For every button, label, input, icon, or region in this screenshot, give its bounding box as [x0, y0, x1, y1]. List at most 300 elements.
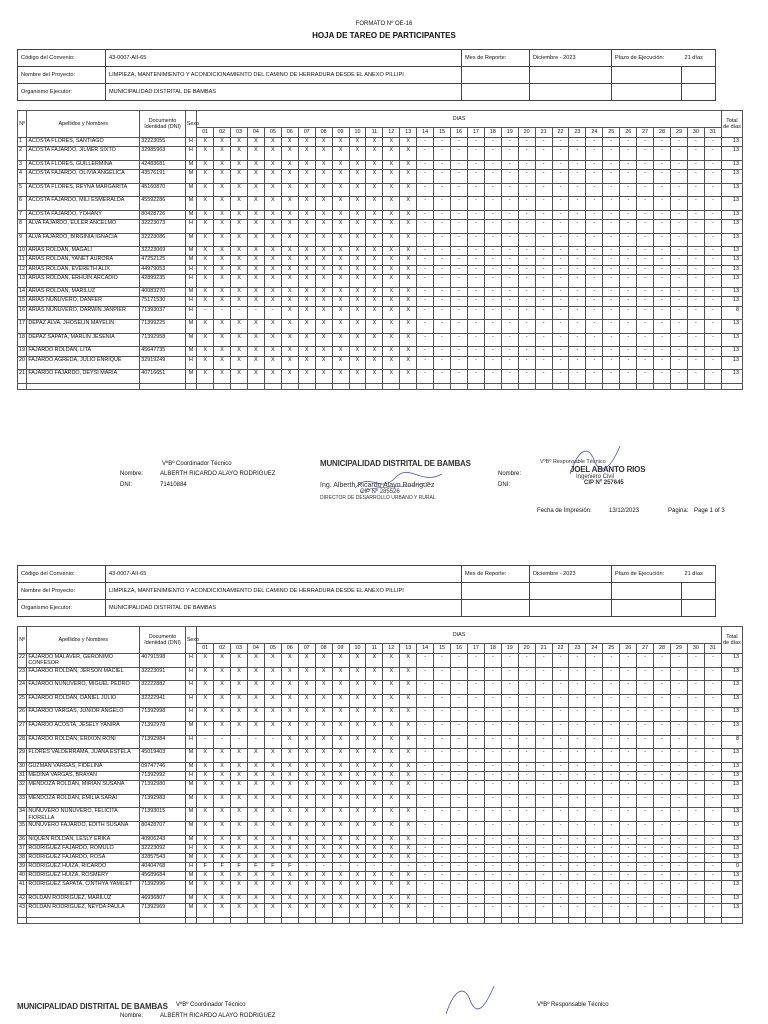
participant-name: ARIAS ROLDAN, MARILUZ: [27, 288, 140, 297]
attendance-mark: -: [552, 844, 569, 853]
attendance-mark: -: [417, 895, 434, 904]
attendance-mark: -: [637, 347, 654, 356]
table-row: [18, 735, 743, 749]
day-header: 04: [247, 128, 264, 138]
total-days: 13: [721, 853, 742, 862]
participant-sex: H: [185, 863, 196, 872]
participant-name: ARIAS ROLDAN, ERHUIN ARCADIO: [27, 274, 140, 288]
name-value-2: ALBERTH RICARDO ALAYO RODRIGUEZ: [160, 1013, 276, 1019]
attendance-mark: -: [671, 197, 688, 211]
project-header-2: [17, 565, 716, 617]
attendance-mark: -: [637, 844, 654, 853]
attendance-mark: -: [417, 654, 434, 668]
attendance-mark: -: [501, 781, 518, 795]
attendance-mark: -: [704, 247, 721, 256]
attendance-mark: -: [687, 265, 704, 274]
attendance-mark: -: [603, 904, 620, 918]
attendance-mark: X: [383, 370, 400, 384]
attendance-mark: -: [687, 370, 704, 384]
attendance-mark: -: [501, 794, 518, 808]
attendance-mark: X: [366, 708, 383, 722]
attendance-mark: -: [501, 863, 518, 872]
attendance-mark: F: [247, 863, 264, 872]
attendance-mark: X: [400, 749, 417, 763]
attendance-mark: -: [603, 265, 620, 274]
attendance-mark: -: [654, 356, 671, 370]
participant-dni: 42483681: [140, 160, 186, 169]
attendance-mark: -: [434, 306, 451, 320]
attendance-mark: -: [518, 853, 535, 862]
attendance-mark: X: [366, 356, 383, 370]
attendance-mark: X: [214, 333, 231, 347]
day-header: 25: [603, 644, 620, 654]
attendance-mark: -: [569, 183, 586, 197]
attendance-mark: -: [518, 654, 535, 668]
day-header: 29: [671, 128, 688, 138]
attendance-mark: X: [281, 835, 298, 844]
attendance-mark: X: [366, 274, 383, 288]
attendance-mark: -: [569, 794, 586, 808]
participant-sex: H: [185, 147, 196, 161]
attendance-mark: X: [264, 708, 281, 722]
proyecto-value: LIMPIEZA, MANTENIMIENTO Y ACONDICIONAMIENTO DEL CAMINO DE HERRADURA DESDE EL ANEXO PILLIPI: [106, 67, 462, 84]
attendance-mark: -: [603, 210, 620, 219]
attendance-mark: -: [518, 274, 535, 288]
attendance-mark: X: [298, 210, 315, 219]
total-days: 13: [721, 247, 742, 256]
participant-sex: M: [185, 197, 196, 211]
attendance-mark: -: [654, 265, 671, 274]
attendance-mark: X: [366, 183, 383, 197]
attendance-mark: X: [231, 694, 248, 708]
attendance-mark: -: [518, 333, 535, 347]
attendance-mark: X: [264, 183, 281, 197]
attendance-mark: X: [400, 356, 417, 370]
attendance-mark: X: [366, 256, 383, 265]
attendance-mark: X: [298, 821, 315, 835]
participant-name: MENDOZA ROLDAN, EMILIA SARAI: [27, 794, 140, 808]
attendance-mark: -: [484, 881, 501, 895]
attendance-mark: -: [654, 210, 671, 219]
attendance-mark: -: [501, 219, 518, 233]
attendance-mark: -: [535, 320, 552, 334]
attendance-mark: -: [434, 356, 451, 370]
attendance-mark: X: [332, 771, 349, 780]
empty-cell: [185, 917, 196, 923]
attendance-mark: -: [637, 863, 654, 872]
attendance-mark: -: [654, 297, 671, 306]
attendance-mark: -: [620, 138, 637, 147]
attendance-mark: X: [231, 708, 248, 722]
attendance-mark: -: [704, 721, 721, 735]
page-label: Página:: [668, 508, 689, 514]
attendance-mark: -: [518, 147, 535, 161]
attendance-mark: -: [603, 844, 620, 853]
attendance-mark: X: [214, 138, 231, 147]
attendance-mark: X: [247, 160, 264, 169]
attendance-mark: -: [654, 904, 671, 918]
attendance-mark: X: [349, 265, 366, 274]
attendance-mark: -: [586, 708, 603, 722]
attendance-mark: -: [518, 370, 535, 384]
attendance-mark: -: [417, 169, 434, 183]
attendance-mark: X: [197, 183, 214, 197]
attendance-mark: X: [214, 370, 231, 384]
attendance-mark: X: [247, 667, 264, 681]
attendance-mark: X: [264, 297, 281, 306]
attendance-mark: -: [552, 138, 569, 147]
attendance-mark: X: [383, 654, 400, 668]
attendance-mark: X: [197, 853, 214, 862]
day-header: 02: [214, 644, 231, 654]
attendance-mark: X: [247, 821, 264, 835]
day-header: 08: [315, 644, 332, 654]
plazo-value: 21 días: [682, 50, 716, 67]
attendance-mark: X: [298, 681, 315, 695]
attendance-mark: -: [434, 370, 451, 384]
attendance-mark: -: [451, 138, 468, 147]
attendance-mark: X: [281, 808, 298, 822]
empty-cell: [484, 917, 501, 923]
attendance-mark: X: [383, 667, 400, 681]
attendance-mark: -: [535, 147, 552, 161]
attendance-mark: -: [467, 138, 484, 147]
attendance-mark: X: [383, 844, 400, 853]
attendance-mark: X: [281, 762, 298, 771]
attendance-mark: -: [671, 781, 688, 795]
participant-sex: M: [185, 370, 196, 384]
attendance-mark: -: [603, 681, 620, 695]
attendance-mark: X: [383, 320, 400, 334]
attendance-mark: -: [603, 233, 620, 247]
plazo-value: 21 días: [682, 566, 716, 583]
attendance-mark: -: [467, 169, 484, 183]
attendance-mark: X: [247, 654, 264, 668]
attendance-mark: -: [451, 183, 468, 197]
attendance-mark: -: [704, 147, 721, 161]
attendance-mark: X: [349, 735, 366, 749]
attendance-mark: -: [586, 654, 603, 668]
attendance-mark: X: [383, 210, 400, 219]
attendance-mark: X: [298, 370, 315, 384]
attendance-mark: -: [620, 297, 637, 306]
attendance-mark: -: [467, 256, 484, 265]
attendance-mark: -: [552, 297, 569, 306]
attendance-mark: -: [518, 762, 535, 771]
attendance-mark: X: [383, 297, 400, 306]
attendance-mark: -: [434, 233, 451, 247]
attendance-mark: -: [451, 721, 468, 735]
attendance-mark: -: [671, 256, 688, 265]
attendance-mark: X: [383, 708, 400, 722]
attendance-mark: -: [603, 297, 620, 306]
day-header: 31: [704, 128, 721, 138]
attendance-mark: X: [214, 654, 231, 668]
name-label: Nombre:: [120, 471, 144, 477]
attendance-mark: -: [637, 808, 654, 822]
attendance-mark: X: [366, 169, 383, 183]
attendance-mark: -: [620, 160, 637, 169]
day-header: 02: [214, 128, 231, 138]
attendance-mark: -: [535, 735, 552, 749]
participant-name: ALVA FAJARDO, BIRGINIA IGNACIA: [27, 233, 140, 247]
attendance-mark: X: [349, 895, 366, 904]
day-header: 16: [451, 644, 468, 654]
attendance-mark: -: [552, 721, 569, 735]
attendance-mark: -: [535, 794, 552, 808]
attendance-mark: -: [671, 863, 688, 872]
attendance-mark: X: [349, 762, 366, 771]
attendance-mark: -: [484, 694, 501, 708]
attendance-mark: -: [484, 333, 501, 347]
participant-sex: M: [185, 288, 196, 297]
convenio-value: 43-0007-AII-65: [106, 50, 462, 67]
attendance-mark: -: [671, 147, 688, 161]
attendance-mark: -: [620, 762, 637, 771]
attendance-mark: -: [552, 794, 569, 808]
attendance-mark: -: [569, 863, 586, 872]
attendance-mark: -: [637, 333, 654, 347]
attendance-mark: X: [231, 904, 248, 918]
attendance-mark: -: [467, 872, 484, 881]
participant-dni: 45160870: [140, 183, 186, 197]
attendance-mark: X: [366, 197, 383, 211]
attendance-mark: -: [434, 197, 451, 211]
attendance-mark: -: [501, 210, 518, 219]
attendance-mark: -: [501, 808, 518, 822]
attendance-mark: X: [214, 667, 231, 681]
attendance-mark: X: [197, 904, 214, 918]
attendance-mark: -: [552, 347, 569, 356]
attendance-mark: -: [569, 347, 586, 356]
attendance-mark: -: [484, 749, 501, 763]
row-number: 2: [18, 147, 27, 161]
attendance-mark: X: [315, 749, 332, 763]
attendance-mark: -: [467, 808, 484, 822]
attendance-mark: X: [264, 794, 281, 808]
attendance-mark: -: [603, 219, 620, 233]
attendance-mark: X: [332, 881, 349, 895]
attendance-mark: X: [264, 265, 281, 274]
empty-cell: [586, 917, 603, 923]
attendance-mark: -: [620, 895, 637, 904]
attendance-mark: X: [197, 297, 214, 306]
attendance-mark: -: [586, 183, 603, 197]
total-days: 13: [721, 347, 742, 356]
attendance-mark: -: [671, 233, 688, 247]
day-header: 04: [247, 644, 264, 654]
attendance-mark: X: [247, 210, 264, 219]
empty-cell: [298, 917, 315, 923]
attendance-mark: -: [586, 333, 603, 347]
day-header: 24: [586, 128, 603, 138]
attendance-mark: -: [434, 881, 451, 895]
attendance-mark: -: [704, 762, 721, 771]
attendance-mark: -: [467, 297, 484, 306]
attendance-mark: X: [214, 233, 231, 247]
attendance-mark: -: [637, 881, 654, 895]
participant-dni: 32223073: [140, 219, 186, 233]
row-number: 35: [18, 821, 27, 835]
participant-dni: 71392984: [140, 735, 186, 749]
attendance-mark: -: [501, 835, 518, 844]
attendance-mark: X: [400, 872, 417, 881]
attendance-mark: -: [552, 274, 569, 288]
attendance-mark: -: [451, 735, 468, 749]
attendance-mark: -: [637, 138, 654, 147]
attendance-mark: -: [687, 721, 704, 735]
attendance-mark: -: [434, 210, 451, 219]
attendance-mark: -: [654, 771, 671, 780]
attendance-mark: X: [231, 821, 248, 835]
attendance-mark: -: [620, 288, 637, 297]
total-days: 13: [721, 654, 742, 668]
attendance-mark: -: [501, 233, 518, 247]
attendance-mark: -: [501, 183, 518, 197]
attendance-mark: -: [451, 210, 468, 219]
attendance-mark: X: [315, 681, 332, 695]
attendance-mark: X: [383, 735, 400, 749]
attendance-mark: -: [620, 694, 637, 708]
total-days: 13: [721, 794, 742, 808]
attendance-mark: X: [231, 872, 248, 881]
attendance-mark: -: [654, 681, 671, 695]
attendance-mark: X: [247, 872, 264, 881]
attendance-mark: -: [451, 835, 468, 844]
attendance-mark: -: [687, 160, 704, 169]
attendance-mark: -: [620, 183, 637, 197]
row-number: 31: [18, 771, 27, 780]
attendance-mark: -: [552, 853, 569, 862]
attendance-mark: -: [501, 895, 518, 904]
attendance-mark: -: [620, 265, 637, 274]
col-header-name: Apellidos y Nombres: [27, 627, 140, 654]
attendance-mark: X: [197, 347, 214, 356]
participant-name: FAJARDO MALAVER, GERONIMO CONFESOR: [27, 654, 140, 668]
attendance-mark: -: [671, 872, 688, 881]
attendance-mark: -: [603, 356, 620, 370]
attendance-mark: X: [281, 749, 298, 763]
attendance-mark: X: [332, 844, 349, 853]
organismo-label: Organismo Ejecutor:: [18, 84, 106, 101]
participant-sex: M: [185, 781, 196, 795]
attendance-mark: -: [484, 771, 501, 780]
attendance-mark: X: [400, 297, 417, 306]
day-header: 28: [654, 128, 671, 138]
attendance-mark: X: [247, 794, 264, 808]
empty-cell: [366, 917, 383, 923]
attendance-mark: -: [654, 169, 671, 183]
attendance-mark: X: [332, 762, 349, 771]
attendance-mark: X: [298, 844, 315, 853]
attendance-mark: X: [247, 370, 264, 384]
row-number: 28: [18, 735, 27, 749]
attendance-mark: X: [197, 667, 214, 681]
participant-sex: M: [185, 160, 196, 169]
total-days: 13: [721, 169, 742, 183]
attendance-mark: -: [704, 197, 721, 211]
attendance-mark: X: [400, 197, 417, 211]
attendance-mark: -: [603, 771, 620, 780]
attendance-mark: -: [451, 794, 468, 808]
attendance-mark: X: [298, 654, 315, 668]
attendance-mark: -: [417, 370, 434, 384]
attendance-mark: -: [417, 708, 434, 722]
attendance-mark: -: [603, 147, 620, 161]
attendance-mark: X: [264, 274, 281, 288]
proyecto-label: Nombre del Proyecto:: [18, 67, 106, 84]
attendance-mark: -: [569, 219, 586, 233]
attendance-mark: -: [467, 771, 484, 780]
attendance-mark: -: [484, 247, 501, 256]
attendance-mark: X: [315, 333, 332, 347]
attendance-mark: X: [383, 247, 400, 256]
attendance-mark: X: [315, 781, 332, 795]
attendance-mark: -: [620, 904, 637, 918]
attendance-mark: X: [332, 781, 349, 795]
participant-dni: 80428726: [140, 210, 186, 219]
attendance-mark: X: [315, 844, 332, 853]
attendance-mark: -: [637, 274, 654, 288]
attendance-mark: -: [484, 256, 501, 265]
attendance-mark: -: [586, 256, 603, 265]
proyecto-label: Nombre del Proyecto:: [18, 583, 106, 600]
attendance-mark: -: [704, 853, 721, 862]
participant-sex: M: [185, 333, 196, 347]
attendance-mark: -: [535, 844, 552, 853]
attendance-mark: X: [247, 356, 264, 370]
attendance-mark: -: [417, 881, 434, 895]
attendance-mark: -: [552, 835, 569, 844]
col-header-total: Total de días: [721, 111, 742, 138]
attendance-mark: -: [671, 210, 688, 219]
attendance-mark: -: [417, 265, 434, 274]
attendance-mark: -: [518, 771, 535, 780]
attendance-mark: -: [687, 274, 704, 288]
day-header: 31: [704, 644, 721, 654]
attendance-mark: -: [518, 210, 535, 219]
participant-dni: 46936807: [140, 895, 186, 904]
empty-cell: [231, 917, 248, 923]
attendance-mark: -: [569, 138, 586, 147]
table-row: [18, 721, 743, 735]
attendance-mark: -: [586, 247, 603, 256]
attendance-mark: X: [298, 138, 315, 147]
day-header: 21: [535, 644, 552, 654]
attendance-mark: -: [603, 694, 620, 708]
attendance-mark: -: [518, 219, 535, 233]
attendance-mark: -: [518, 667, 535, 681]
attendance-mark: X: [400, 347, 417, 356]
attendance-mark: -: [687, 735, 704, 749]
attendance-mark: X: [298, 835, 315, 844]
attendance-mark: -: [569, 247, 586, 256]
attendance-mark: -: [467, 904, 484, 918]
day-header: 09: [332, 128, 349, 138]
attendance-mark: -: [552, 881, 569, 895]
attendance-mark: X: [383, 169, 400, 183]
attendance-mark: F: [281, 863, 298, 872]
participant-name: FAJARDO AGREDA, JULIO ENRIQUE: [27, 356, 140, 370]
attendance-mark: -: [501, 904, 518, 918]
attendance-mark: X: [247, 881, 264, 895]
attendance-mark: X: [298, 794, 315, 808]
attendance-mark: -: [620, 771, 637, 780]
attendance-mark: X: [349, 219, 366, 233]
attendance-mark: X: [231, 781, 248, 795]
total-days: 13: [721, 219, 742, 233]
attendance-mark: -: [586, 306, 603, 320]
